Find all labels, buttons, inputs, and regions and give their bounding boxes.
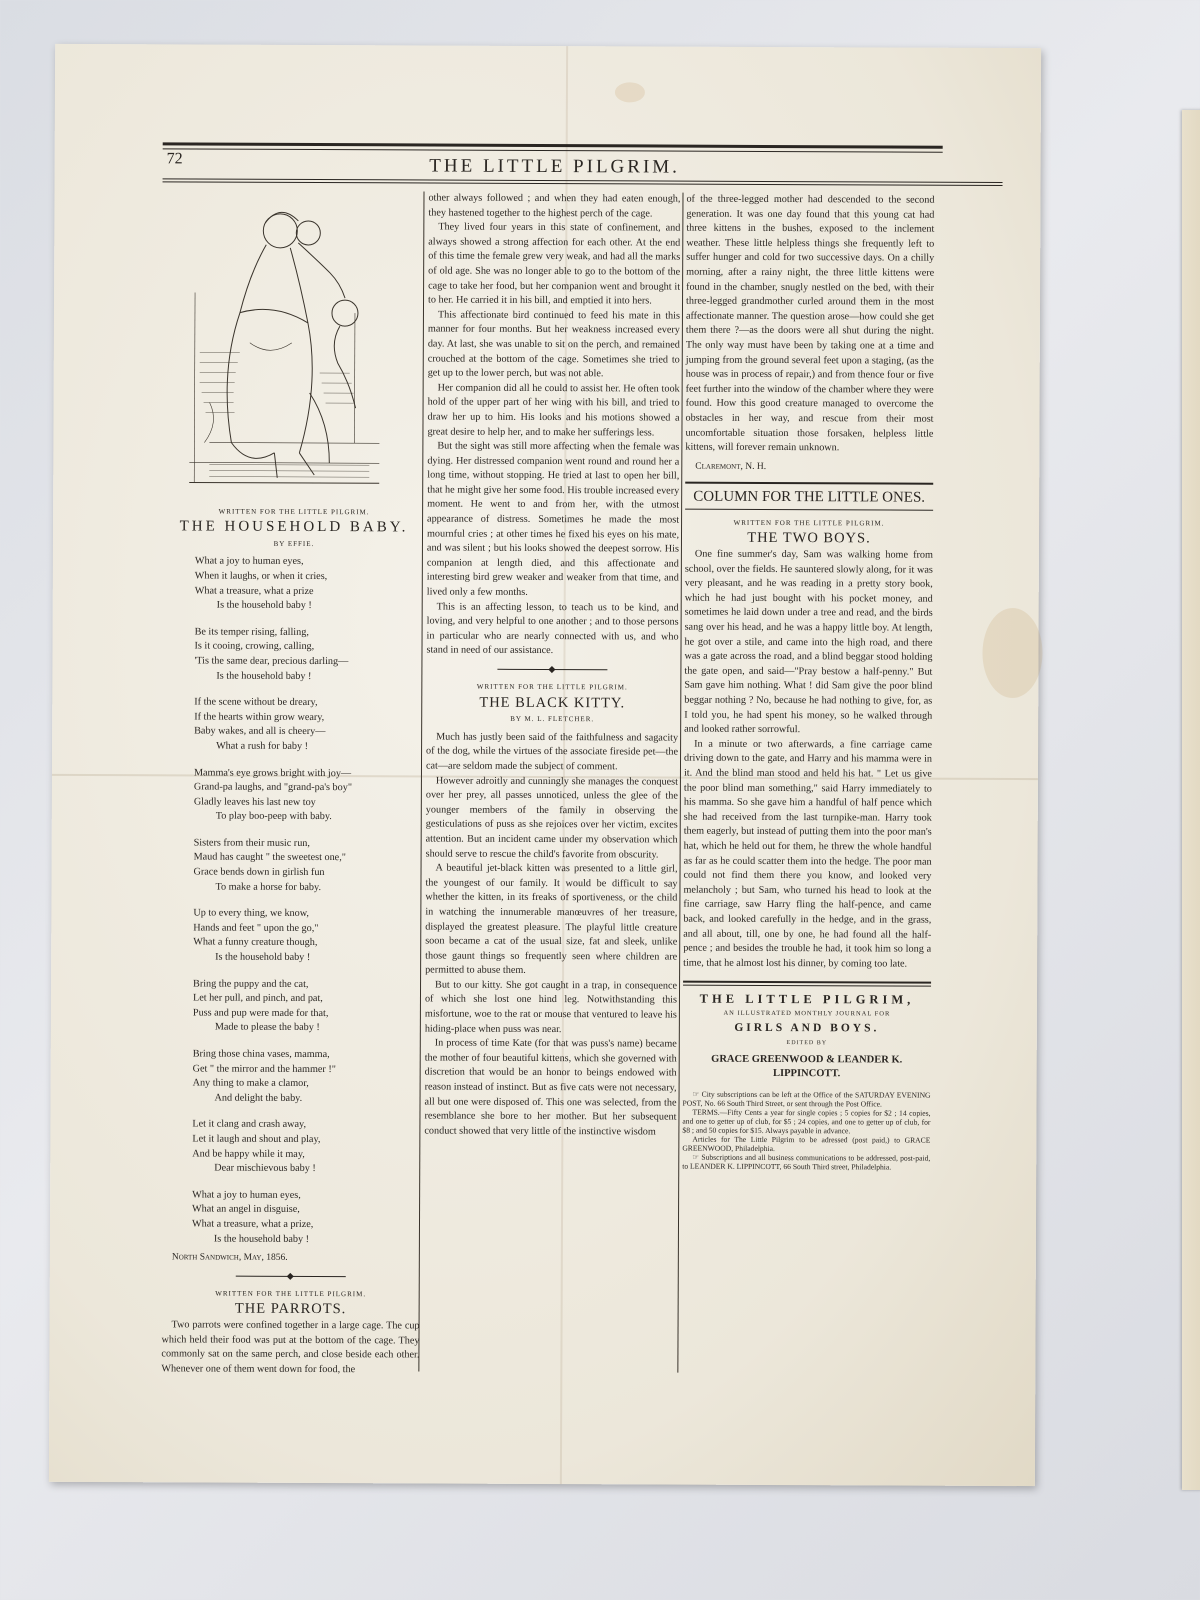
poem-line: Let it laugh and shout and play, <box>192 1133 321 1145</box>
article-kicker: WRITTEN FOR THE LITTLE PILGRIM. <box>215 1289 367 1298</box>
section-rule <box>685 482 933 485</box>
poem-stanza <box>193 907 421 966</box>
poem-line: Up to every thing, we know, <box>193 907 309 920</box>
imprint-audience: GIRLS AND BOYS. <box>734 1022 880 1035</box>
poem-line: Is the household baby ! <box>216 599 312 612</box>
article-paragraph: Two parrots were confined together in a large cage. The cup which held their food was put at the bottom of the cage. They commonly sat on the same perch, and close beside each other. Whenever one of them went down for food, the <box>161 1319 420 1375</box>
article-paragraph: But the sight was still more affecting when the female was dying. Her distressed companion went round and round her a long time, without stopping. He tried at last to open her bill, that he might give her some food. His trouble increased every moment. He went to and from her, with the utmost appearance of distress. Sometimes he made the most mournful cries ; at other times he fixed his eyes on his mate, and was silent ; but his looks showed the deepest sorrow. His companion at length died, and this affectionate and interesting bird grew weaker and weaker from that time, and lived only a few months. <box>426 440 680 598</box>
article-paragraph: However adroitly and cunningly she manages the conquest over her prey, all passes unnoticed, unless the glee of the younger members of the family in observing the gesticulations of puss as she rejoices over her victim, excites attention. But an incident came under my observation which should serve to rescue the child's favorite from obscurity. <box>425 775 678 861</box>
articles-notice: Articles for The Little Pilgrim to be adressed (post paid,) to GRACE GREENWOOD, Philadelphia. <box>682 1134 931 1153</box>
poem-line: Let it clang and crash away, <box>192 1118 307 1131</box>
poem-stanza <box>195 555 423 614</box>
article-signature: Claremont, N. H. <box>695 461 767 472</box>
poem-line: To play boo-peep with baby. <box>215 810 332 823</box>
poem-stanza <box>192 1118 420 1177</box>
article-paragraph: of the three-legged mother had descended to the second generation. It was one day found that this young cat had three kittens in the bushes, exposed to the inclement weather. These little helpless things she frequently left to suffer hunger and cold for two successive days. On a chilly morning, after a rainy night, the three little kittens were found in the chamber, snugly nestled on the bed, with their three-legged grandmother curled around them in the most affectionate manner. The question arose—how could she get them there ?—as the doors were all shut during the night. The only way must have been by taking one at a time and jumping from the ground several feet upon a staging, (as the house was in process of repair,) and from thence four or five feet further into the window of the chamber where they were found. How this good creature managed to overcome the obstacles in her way, and rescue from their most uncomfortable situation those forsaken, helpless little kittens, will forever remain unknown. <box>685 193 935 454</box>
poem-line: 'Tis the same dear, precious darling— <box>194 655 349 668</box>
article-paragraph: But to our kitty. She got caught in a trap, in consequence of which she lost one hind leg. Notwithstanding this misfortune, woe to the rat or mouse that ventured to leave his hiding-place when puss was near. <box>424 979 678 1035</box>
column-heading: COLUMN FOR THE LITTLE ONES. <box>693 488 926 506</box>
poem-line: Baby wakes, and all is cheery— <box>194 725 326 738</box>
imprint-editors: GRACE GREENWOOD & LEANDER K. LIPPINCOTT. <box>711 1053 903 1080</box>
article-paragraph: Much has justly been said of the faithfulness and sagacity of the dog, while the virtues of the associate fireside pet—the cat—are seldom made the subject of comment. <box>425 731 679 773</box>
poem-line: Grace bends down in girlish fun <box>193 866 325 879</box>
poem-stanza <box>193 836 421 895</box>
poem-line: If the hearts within grow weary, <box>194 711 325 723</box>
subscription-notice: ☞ City subscriptions can be left at the Office of the SATURDAY EVENING POST, No. 66 South Third Street, or sent through the Post Office. <box>682 1089 931 1109</box>
poem-stanza <box>194 696 422 755</box>
poem-signature: North Sandwich, May, 1856. <box>171 1252 288 1264</box>
poem-line: What a joy to human eyes, <box>194 555 304 568</box>
publication-imprint <box>683 992 931 1083</box>
paper-stain <box>982 608 1042 698</box>
poem-stanza <box>193 1047 421 1106</box>
section-ornament <box>236 1275 346 1276</box>
poem-line: Is the household baby ! <box>215 951 311 964</box>
article-paragraph: This affectionate bird continued to feed his mate in this manner for four months. But her weakness increased every day. At last, she was unable to sit on the perch, and remained crouched at the bottom of the cage. Sometimes she tried to get up to the lower perch, but was not able. <box>427 309 680 380</box>
header-rule <box>163 148 943 152</box>
column-2 <box>424 191 680 1139</box>
poem-line: And delight the baby. <box>214 1092 303 1104</box>
poem-line: And be happy while it may, <box>192 1148 305 1160</box>
poem-line: If the scene without be dreary, <box>194 696 318 709</box>
poem-line: Grand-pa laughs, and "grand-pa's boy" <box>193 781 353 794</box>
poem-line: Maud has caught " the sweetest one," <box>193 851 346 864</box>
section-ornament <box>497 669 607 670</box>
mother-and-child-illustration <box>179 192 390 493</box>
poem-line: Bring the puppy and the cat, <box>193 978 309 990</box>
poem-line: Is it cooing, crowing, calling, <box>194 640 315 653</box>
section-rule <box>683 981 931 984</box>
article-paragraph: This is an affecting lesson, to teach us to be kind, and loving, and very helpful to one another ; and to those persons in particular who are nearly connected with us, and who stand in need of our assistance. <box>426 601 679 657</box>
poem-line: What a treasure, what a prize, <box>191 1218 314 1230</box>
poem-line: Dear mischievous baby ! <box>214 1162 316 1175</box>
poem-line: Puss and pup were made for that, <box>192 1007 329 1019</box>
imprint-edited-by: EDITED BY <box>786 1040 828 1047</box>
page-number: 72 <box>166 150 183 168</box>
column-1 <box>161 190 424 1377</box>
poem-title: THE HOUSEHOLD BABY. <box>179 518 409 536</box>
poem-line: When it laughs, or when it cries, <box>194 570 328 583</box>
column-3 <box>682 193 934 1172</box>
business-notice: ☞ Subscriptions and all business communications to be addressed, post-paid, to LEANDER K. LIPPINCOTT, 66 South Third street, Philadelphia. <box>682 1152 931 1172</box>
section-rule <box>685 508 933 510</box>
poem-line: Bring those china vases, mamma, <box>192 1048 330 1061</box>
article-paragraph: other always followed ; and when they had eaten enough, they hastened together to the highest perch of the cage. <box>428 192 681 220</box>
poem-line: Made to please the baby ! <box>214 1021 320 1034</box>
adjacent-page-edge <box>1182 110 1200 1490</box>
poem-line: Sisters from their music run, <box>193 837 310 849</box>
poem-line: Any thing to make a clamor, <box>192 1077 309 1090</box>
poem-stanza <box>193 977 421 1036</box>
poem-stanza <box>194 766 422 825</box>
poem-line: What a treasure, what a prize <box>194 585 314 597</box>
poem-line: Is the household baby ! <box>213 1233 310 1245</box>
section-rule <box>683 985 931 987</box>
poem-byline: BY EFFIE. <box>273 539 315 548</box>
newspaper-page <box>49 44 1041 1486</box>
article-kicker: WRITTEN FOR THE LITTLE PILGRIM. <box>218 507 370 516</box>
paper-stain <box>615 82 645 102</box>
poem-line: What an angel in disguise, <box>192 1203 300 1216</box>
article-kicker: WRITTEN FOR THE LITTLE PILGRIM. <box>733 518 885 528</box>
article-paragraph: Her companion did all he could to assist her. He often took hold of the upper part of her wing with his bill, and tried to draw her up to him. His looks and his motions showed a great desire to help her, and to make her sufferings less. <box>427 382 680 438</box>
poem-line: Is the household baby ! <box>216 670 312 682</box>
poem-line: What a funny creature though, <box>193 936 318 949</box>
article-byline: BY M. L. FLETCHER. <box>510 715 595 724</box>
poem-line: What a joy to human eyes, <box>192 1189 301 1201</box>
article-paragraph: One fine summer's day, Sam was walking home from school, over the fields. He sauntered slowly along, for it was very pleasant, and he was reading in a pretty story book, which he had just bought with his pocket money, and sometimes he laid down under a tree and read, and the birds sang over his head, and he was a happy little boy. At length, he got over a stile, and came into the high road, and there was a gate across the road, and a blind beggar stood holding the gate open, and said—"Pray bestow a half-penny." But Sam gave him nothing. What ! did Sam give the poor blind beggar nothing ? No, because he had nothing to give, for, as I told you, he had spent his money, so he walked through and looked rather sorrowful. <box>684 548 933 736</box>
poem-line: To make a horse for baby. <box>215 881 322 893</box>
article-paragraph: In a minute or two afterwards, a fine carriage came driving down to the gate, and Harry and his mamma were in it. And the blind man stood and held his hat. " Let us give the poor blind man something," said Harry immediately to his mamma. So she gave him a handful of half pence which she had received from the last turnpike-man. Harry took them eagerly, but instead of putting them into the poor man's hat, which he held out for them, he threw the whole handful as far as he could scatter them into the hedge. The poor man could not find them there you know, and looked very melancholy ; but Sam, who turned his head to look at the fine carriage, saw Harry fling the half-pence, and came back, and looked carefully in the hedge, and in the grass, and all about, till, one by one, he had found all the half-pence ; and besides the trouble he had, it took him so long a time, that he almost lost his dinner, by coming too late. <box>683 738 933 970</box>
poem-stanza <box>192 1188 420 1247</box>
masthead-title: THE LITTLE PILGRIM. <box>429 155 680 178</box>
poem-line: Mamma's eye grows bright with joy— <box>193 766 352 779</box>
article-paragraph: A beautiful jet-black kitten was presented to a little girl, the youngest of our family. It would be difficult to say whether the kitten, in its freaks of sportiveness, or the child in watching the innumerable manœuvres of her treasure, displayed the greatest pleasure. The playful little creature soon became a cat of the usual size, fat and sleek, unlike those gaunt things so frequently seen where children are permitted to abuse them. <box>425 862 678 977</box>
poem-line: Let her pull, and pinch, and pat, <box>192 992 323 1005</box>
header-rule <box>163 142 943 148</box>
imprint-subtitle: AN ILLUSTRATED MONTHLY JOURNAL FOR <box>723 1009 891 1018</box>
imprint-title: THE LITTLE PILGRIM, <box>699 991 915 1007</box>
poem-stanza <box>194 625 422 684</box>
poem-line: Hands and feet " upon the go," <box>193 922 319 934</box>
poem-line: Get " the mirror and the hammer !" <box>192 1063 336 1075</box>
terms-notice: TERMS.—Fifty Cents a year for single copies ; 5 copies for $2 ; 14 copies, and one to getter up of club, for $5 ; 24 copies, and one to getter up of club, for $8 ; and 50 copies for $15. Always payable in advance. <box>682 1107 931 1136</box>
article-kicker: WRITTEN FOR THE LITTLE PILGRIM. <box>476 682 628 692</box>
poem-line: Be its temper rising, falling, <box>194 626 309 638</box>
article-title: THE BLACK KITTY. <box>479 694 626 711</box>
article-title: THE TWO BOYS. <box>747 530 871 547</box>
article-paragraph: They lived four years in this state of confinement, and always showed a strong affection for each other. At the end of this time the female grew very weak, and had all the marks of old age. She was no longer able to go to the bottom of the cage to take her food, but her companion went and brought it to her. He carried it in his bill, and emptied it into hers. <box>428 221 681 307</box>
poem-line: What a rush for baby ! <box>216 740 309 752</box>
article-paragraph: In process of time Kate (for that was puss's name) became the mother of four beautiful kittens, which she governed with discretion that would be an honor to beings endowed with reason instead of instinct. But as five cats were not necessary, all but one were disposed of. This one was selected, from the resemblance she bore to her mother. But her subsequent conduct showed that very little of the instinctive wisdom <box>424 1037 677 1138</box>
poem-line: Gladly leaves his last new toy <box>193 796 316 808</box>
article-title: THE PARROTS. <box>234 1300 347 1318</box>
